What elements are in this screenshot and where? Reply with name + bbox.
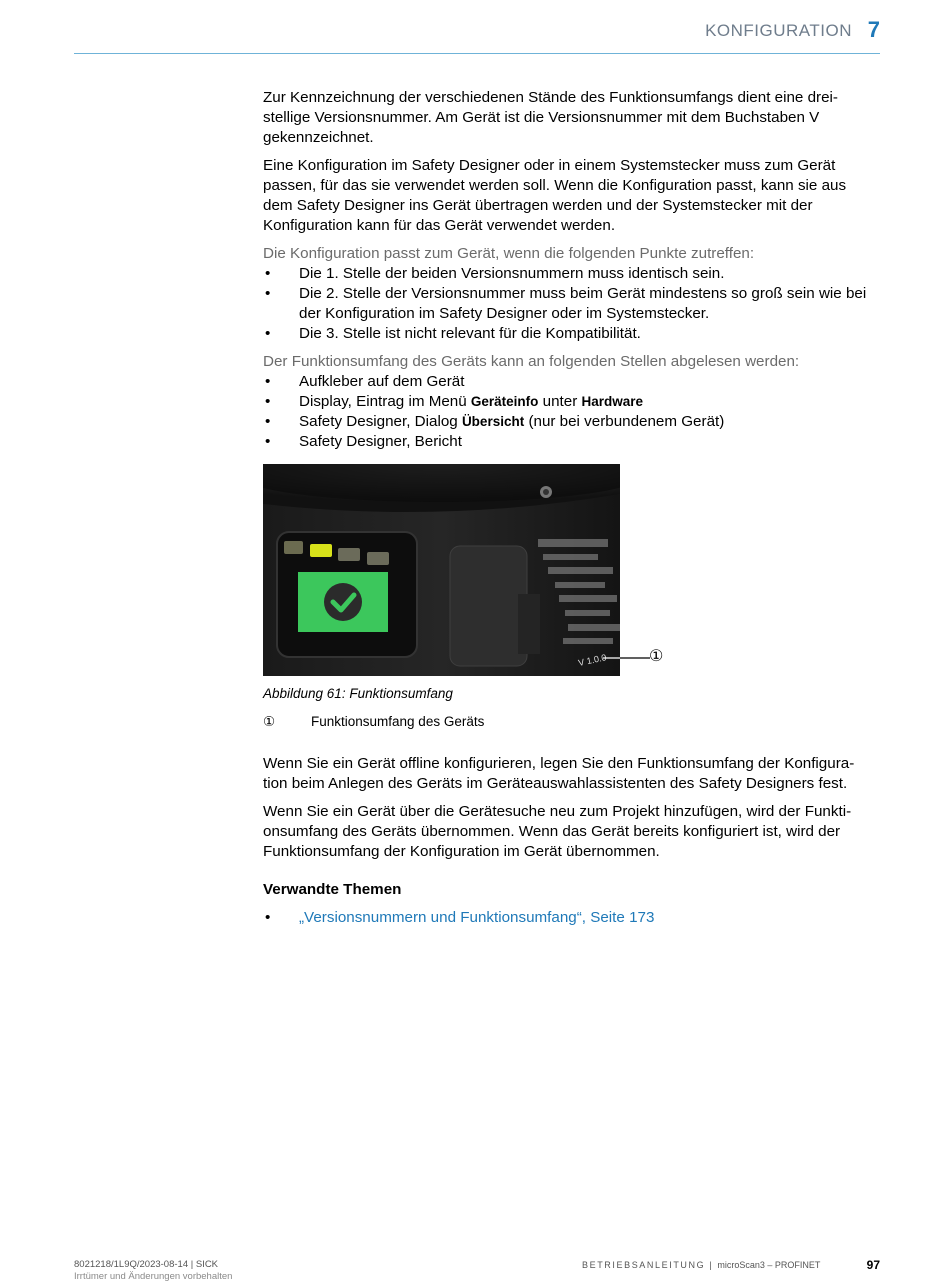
list-item: • Die 2. Stelle der Versionsnummer muss beim Gerät mindestens so groß sein wie bei der Konfiguration im Safety Designer oder im Systemstecker. [263, 284, 875, 324]
list-item [263, 908, 875, 928]
read-list [263, 372, 875, 452]
list-item: • Die 3. Stelle ist nicht relevant für die Kompatibilität. [263, 324, 875, 344]
menu-hardware: Hardware [581, 394, 644, 409]
related-heading: Verwandte Themen [263, 881, 402, 898]
callout-line [620, 657, 650, 661]
read-lead: Der Funktionsumfang des Geräts kann an folgenden Stellen abgelesen werden: [263, 353, 800, 370]
list-item [263, 432, 875, 452]
header-divider [74, 53, 880, 54]
paragraph-versioning: Zur Kennzeichnung der verschiedenen Stände des Funktionsumfangs dient eine drei-stellige Versionsnummer. Am Gerät ist die Versionsnummer mit dem Buchstaben V gekennzeichnet. [263, 89, 838, 146]
figure-device [263, 464, 683, 676]
list-item-text: Display, Eintrag im Menü [299, 393, 471, 410]
version-label: V 1.0.0 [577, 652, 608, 668]
footer-docinfo [74, 1259, 232, 1283]
list-item [263, 392, 875, 412]
footer-doctitle [582, 1260, 820, 1270]
product-name: microScan3 – PROFINET [717, 1260, 821, 1270]
main-content [263, 88, 875, 936]
compat-lead: Die Konfiguration passt zum Gerät, wenn die folgenden Punkte zutreffen: [263, 245, 755, 262]
list-item-text: (nur bei verbundenem Gerät) [524, 413, 725, 430]
list-item-text: Aufkleber auf dem Gerät [299, 373, 465, 390]
dialog-uebersicht: Übersicht [461, 414, 525, 429]
legend-number: ① [263, 714, 276, 729]
figure-caption: Abbildung 61: Funktionsumfang [263, 686, 453, 701]
figure-legend [263, 712, 875, 732]
related-link[interactable]: „Versionsnummern und Funktionsumfang“, Seite 173 [299, 909, 655, 926]
chapter-number: 7 [867, 17, 880, 42]
list-item [263, 372, 875, 392]
doc-type: BETRIEBSANLEITUNG | [582, 1260, 718, 1270]
device-photo [263, 464, 620, 676]
paragraph-configuration: Eine Konfiguration im Safety Designer oder in einem Systemstecker muss zum Gerät passen, für das sie verwendet werden soll. Wenn die Konfiguration passt, kann sie aus dem Safety Designer ins Gerät übertragen werden und der Systemstecker mit der Konfiguration kann für das Gerät verwendet werden. [263, 157, 847, 234]
paragraph-offline: Wenn Sie ein Gerät offline konfigurieren, legen Sie den Funktionsumfang der Konfigura-tion beim Anlegen des Geräts im Geräteauswahlassistenten des Safety Designers fest. [263, 755, 855, 792]
compat-list [263, 264, 875, 344]
chapter-title: KONFIGURATION [705, 21, 852, 40]
disclaimer: Irrtümer und Änderungen vorbehalten [74, 1271, 233, 1282]
list-item [263, 412, 875, 432]
legend-text: Funktionsumfang des Geräts [311, 714, 485, 729]
doc-id: 8021218/1L9Q/2023-08-14 | SICK [74, 1259, 219, 1270]
menu-geraeteinfo: Geräteinfo [470, 394, 539, 409]
related-list [263, 908, 875, 928]
list-item: • Die 1. Stelle der beiden Versionsnummern muss identisch sein. [263, 264, 875, 284]
page-number: 97 [866, 1258, 880, 1272]
callout-marker: ① [649, 648, 664, 665]
list-item-text: Safety Designer, Bericht [299, 433, 462, 450]
paragraph-search: Wenn Sie ein Gerät über die Gerätesuche neu zum Projekt hinzufügen, wird der Funkti-onsumfang des Geräts übernommen. Wenn das Gerät bereits konfiguriert ist, wird der Funktionsumfang der Konfiguration im Gerät übernommen. [263, 803, 852, 860]
list-item-text: Safety Designer, Dialog [299, 413, 462, 430]
list-item-text: unter [538, 393, 582, 410]
